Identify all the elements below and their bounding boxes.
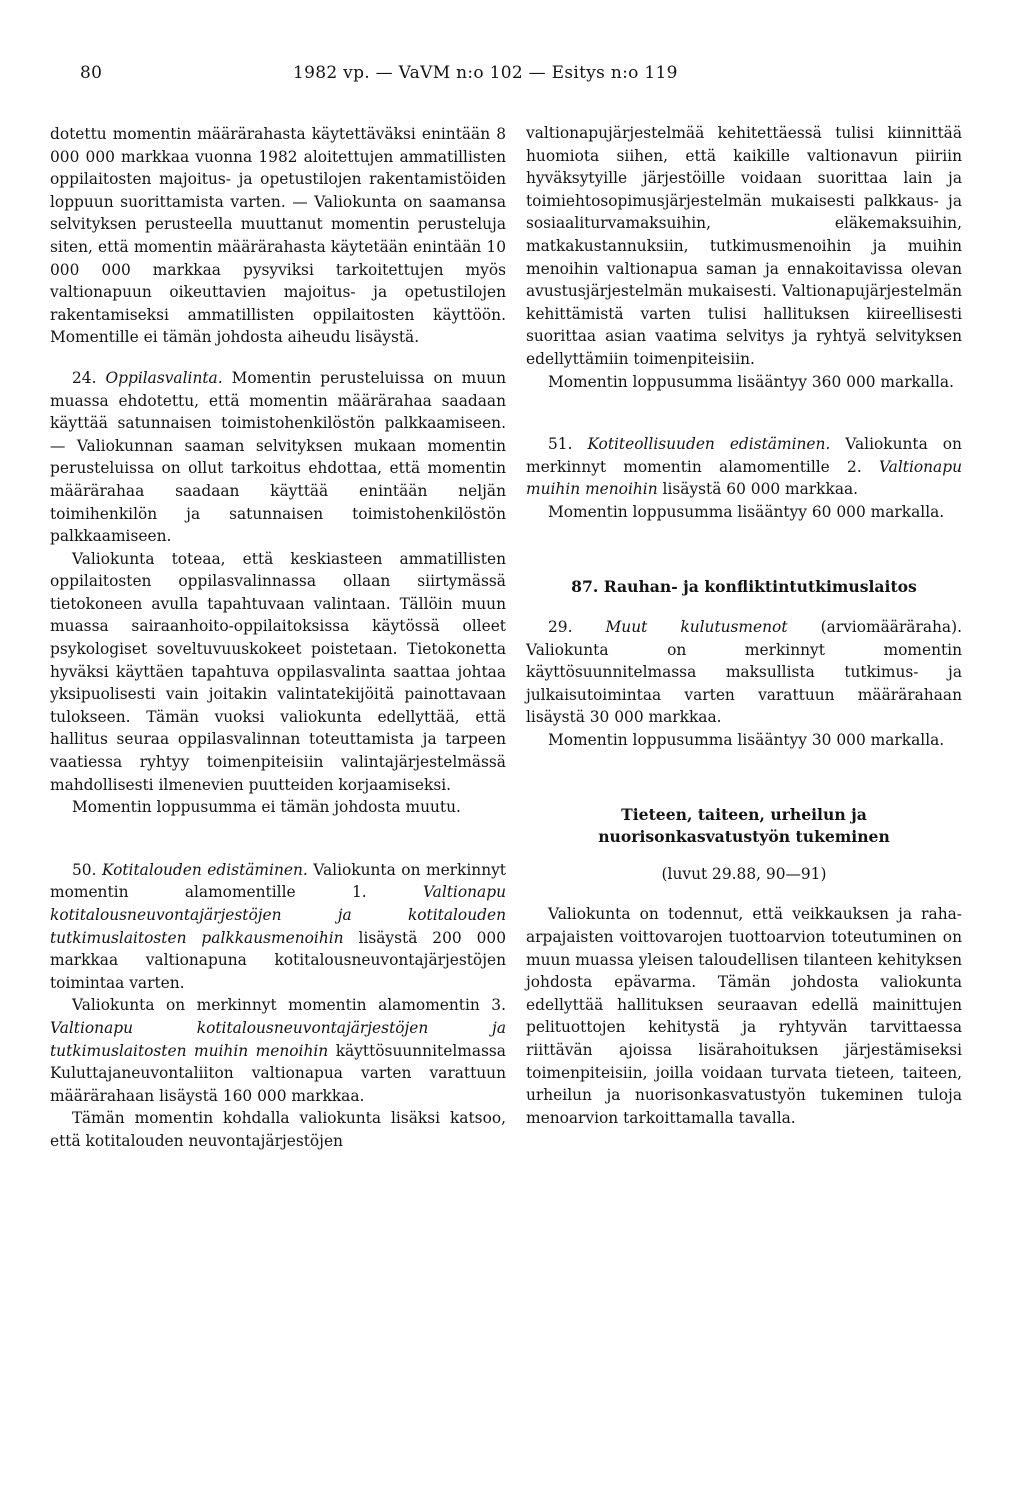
page-header xyxy=(80,63,960,91)
section-number: 29. xyxy=(548,618,573,637)
paragraph: Momentin loppusumma lisääntyy 360 000 markalla. xyxy=(548,372,954,391)
paragraph xyxy=(50,994,506,1107)
paragraph: dotettu momentin määrärahasta käytettäväksi enintään 8 000 000 markkaa vuonna 1982 aloitettujen ammatillisten oppilaitosten majoitus- ja opetustilojen rakentamistöiden loppuun suorittamista varten. — Valiokunta on saamansa selvityksen perusteella muuttanut momentin perusteluja siten, että momentin määrärahasta käytetään enintään 10 000 000 markkaa pysyviksi tarkoitettujen myös valtionapuun oikeuttavien majoitus- ja opetustilojen rakentamiseksi ammatillisten oppilaitosten käyttöön. Momentille ei tämän johdosta aiheudu lisäystä. xyxy=(50,125,506,347)
chapter-heading: 87. Rauhan- ja konfliktintutkimuslaitos xyxy=(571,576,917,596)
section-title: Muut kulutusmenot xyxy=(605,618,788,637)
section-italic-text: Valtionapu muihin menoihin xyxy=(526,457,962,499)
paragraph: valtionapujärjestelmää kehitettäessä tulisi kiinnittää huomiota siihen, että kaikille valtionavun piiriin hyväksytyille järjestöille voidaan suorittaa lain ja toimiehtosopimusjärjestelmän mukaisesti palkkaus- ja sosiaaliturvamaksuihin, eläkemaksuihin, matkakustannuksiin, tutkimusmenoihin ja muihin menoihin valtionapua saman ja ennakoitavissa olevan avustusjärjestelmän mukaisesti. Valtionapujärjestelmän kehittämistä varten tulisi hallituksen kiireellisesti suorittaa asian vaatima selvitys ja ryhtyä selvityksen edellyttämiin toimenpiteisiin. xyxy=(526,124,962,368)
section-number: 50. xyxy=(72,860,97,879)
section-number: 51. xyxy=(548,435,573,454)
section-29 xyxy=(526,616,962,729)
section-title: Kotitalouden edistäminen. xyxy=(102,860,308,879)
section-50 xyxy=(50,859,506,995)
paragraph-italic-text: Valtionapu kotitalousneuvontajärjestöjen ja tutkimuslaitosten muihin menoihin xyxy=(50,1018,506,1060)
running-title: 1982 vp. — VaVM n:o 102 — Esitys n:o 119 xyxy=(293,63,678,83)
paragraph: Valiokunta on todennut, että veikkauksen ja raha-arpajaisten voittovarojen tuottoarvion toteutuminen on muun muassa yleisen taloudellisen tilanteen kehityksen johdosta epävarma. Tämän johdosta valiokunta edellyttää hallituksen seuraavan edellä mainittujen pelituottojen kehitystä ja ryhtyvän tarvittaessa riittävän ajoissa lisärahoituksen järjestämiseksi toimenpiteisiin, joilla voidaan turvata tieteen, taiteen, urheilun ja nuorisonkasvatustyön tukeminen tuloja menoarvion tarkoittamalla tavalla. xyxy=(526,905,962,1127)
paragraph-text: käyttösuunnitelmassa Kuluttajaneuvontaliiton valtionapua varten varattuun määrärahaan lisäystä 160 000 markkaa. xyxy=(50,1041,506,1105)
paragraph: Momentin loppusumma lisääntyy 30 000 markalla. xyxy=(548,731,945,750)
section-text: Valiokunta on merkinnyt momentin alamomentille 2. xyxy=(526,435,962,476)
paragraph: Momentin loppusumma lisääntyy 60 000 markalla. xyxy=(548,502,945,521)
section-51 xyxy=(526,433,962,501)
page-number: 80 xyxy=(80,63,103,83)
left-column xyxy=(50,123,506,1153)
section-text: (arviomääräraha). Valiokunta on merkinnyt momentin käyttösuunnitelmassa maksullista tutkimus- ja julkaisutoimintaa varten varattuun määrärahaan lisäystä 30 000 markkaa. xyxy=(526,618,962,727)
section-number: 24. xyxy=(72,368,97,387)
right-column xyxy=(526,122,962,1129)
section-text: Valiokunta on merkinnyt momentin alamomentille 1. xyxy=(50,860,506,902)
paragraph: Momentin loppusumma ei tämän johdosta muutu. xyxy=(72,798,461,817)
section-title: Kotiteollisuuden edistäminen. xyxy=(587,435,831,454)
section-heading: Tieteen, taiteen, urheilun ja nuorisonkasvatustyön tukeminen xyxy=(598,804,890,847)
section-subheading: (luvut 29.88, 90—91) xyxy=(661,864,827,883)
section-text: lisäystä 200 000 markkaa valtionapuna kotitalousneuvontajärjestöjen toimintaa varten. xyxy=(50,928,506,992)
section-italic-text: Valtionapu kotitalousneuvontajärjestöjen ja kotitalouden tutkimuslaitosten palkkausmenoihin xyxy=(50,883,506,947)
paragraph-text: Valiokunta on merkinnyt momentin alamomentin 3. xyxy=(72,996,506,1015)
section-24 xyxy=(50,367,506,548)
section-text: Momentin perusteluissa on muun muassa ehdotettu, että momentin määrärahaa saadaan käyttää satunnaisen toimistohenkilöstön palkkaamiseen. — Valiokunnan saaman selvityksen mukaan momentin perusteluissa on ollut tarkoitus ehdottaa, että momentin määrärahaa saadaan käyttää enintään neljän toimihenkilön ja satunnaisen toimistohenkilöstön palkkaamiseen. xyxy=(50,368,506,546)
section-title: Oppilasvalinta. xyxy=(105,368,223,387)
section-text: lisäystä 60 000 markkaa. xyxy=(662,480,859,499)
paragraph: Tämän momentin kohdalla valiokunta lisäksi katsoo, että kotitalouden neuvontajärjestöjen xyxy=(50,1109,506,1150)
paragraph: Valiokunta toteaa, että keskiasteen ammatillisten oppilaitosten oppilasvalinnassa ollaan siirtymässä tietokoneen avulla tapahtuvaan valintaan. Tällöin muun muassa sairaanhoito-oppilaitoksissa käytössä olleet psykologiset soveltuvuuskokeet poistetaan. Tietokonetta hyväksi käyttäen tapahtuva oppilasvalinta saattaa johtaa yksipuolisesti vain joitakin valintatekijöitä painottavaan tulokseen. Tämän vuoksi valiokunta edellyttää, että hallitus seuraa oppilasvalinnan toteuttamista ja tarpeen vaatiessa ryhtyy toimenpiteisiin valintajärjestelmässä mahdollisesti ilmenevien puutteiden korjaamiseksi. xyxy=(50,549,506,794)
